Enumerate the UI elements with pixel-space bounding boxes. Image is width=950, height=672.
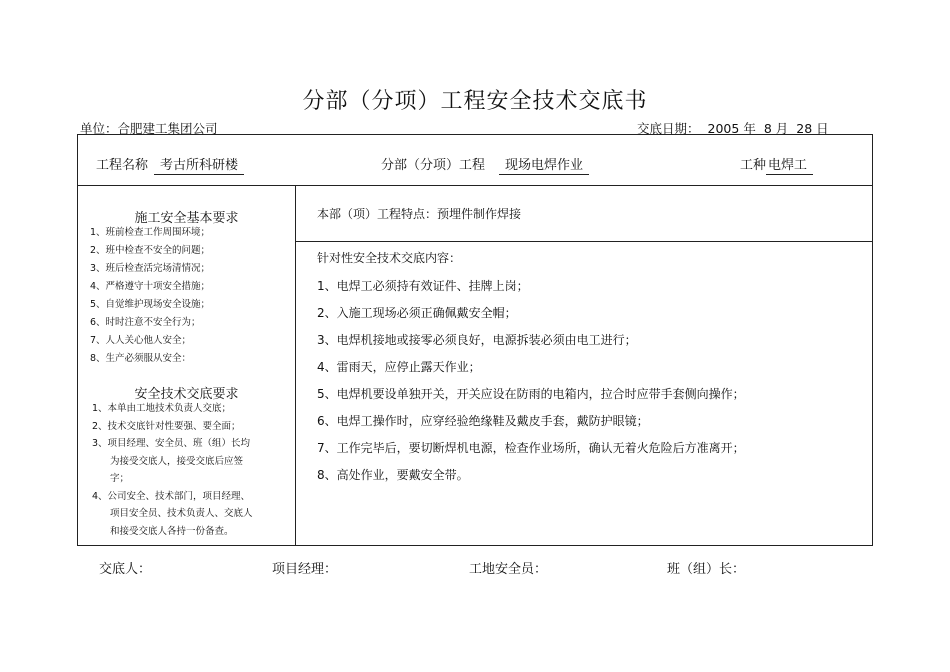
date-year-unit: 年 — [743, 121, 756, 136]
list-item: 8、高处作业，要戴安全带。 — [317, 468, 469, 482]
list-item-continued: 为接受交底人，接受交底后应签 — [110, 455, 244, 467]
list-item: 6、时时注意不安全行为； — [90, 317, 201, 328]
list-item: 1、班前检查工作周围环境； — [90, 227, 211, 238]
list-item: 5、自觉维护现场安全设施； — [90, 299, 211, 310]
list-item-continued: 和接受交底人各持一份备查。 — [110, 525, 234, 537]
project-manager-signature: 项目经理： — [272, 562, 338, 577]
list-item: 1、电焊工必须持有效证件、挂牌上岗； — [317, 279, 529, 293]
date-day-unit: 日 — [816, 121, 829, 136]
project-name-label: 工程名称 — [96, 158, 149, 173]
list-item: 4、雷雨天，应停止露天作业； — [317, 360, 481, 374]
list-item: 7、人人关心他人安全； — [90, 335, 192, 346]
subproject-field — [381, 154, 589, 175]
list-item-continued: 项目安全员、技术负责人、交底人 — [110, 508, 253, 519]
date-label: 交底日期： — [637, 121, 700, 136]
subproject-label: 分部（分项）工程 — [381, 158, 486, 173]
tech-requirements-list — [92, 400, 287, 540]
list-item: 2、技术交底针对性要强、要全面； — [92, 420, 241, 432]
unit-label: 单位：合肥建工集团公司 — [80, 121, 218, 136]
content-list — [317, 273, 745, 489]
header-row — [78, 135, 872, 186]
list-item: 3、项目经理、安全员、班（组）长均 — [92, 438, 251, 449]
list-item: 5、电焊机要设单独开关，开关应设在防雨的电箱内，拉合时应带手套侧向操作； — [317, 387, 745, 401]
list-item-continued: 字； — [110, 473, 130, 484]
content-title: 针对性安全技术交底内容： — [317, 251, 462, 265]
list-item: 4、公司安全、技术部门，项目经理、 — [92, 490, 251, 502]
trade-field — [740, 154, 813, 175]
list-item: 7、工作完毕后，要切断焊机电源，检查作业场所，确认无着火危险后方准离开； — [317, 441, 745, 455]
content-panel — [296, 186, 872, 545]
basic-requirements-title: 施工安全基本要求 — [134, 211, 239, 226]
list-item: 2、班中检查不安全的问题； — [90, 245, 211, 256]
project-feature: 本部（项）工程特点：预埋件制作焊接 — [317, 207, 522, 221]
date-year: 2005 — [707, 121, 740, 136]
trade-value: 电焊工 — [766, 159, 813, 175]
page-title: 分部（分项）工程安全技术交底书 — [302, 89, 648, 114]
project-name-value: 考古所科研楼 — [154, 159, 244, 175]
subproject-value: 现场电焊作业 — [499, 159, 589, 175]
requirements-panel — [78, 186, 296, 545]
safety-officer-signature: 工地安全员： — [469, 562, 548, 577]
list-item: 3、班后检查活完场清情况； — [90, 263, 211, 274]
list-item: 2、入施工现场必须正确佩戴安全帽； — [317, 306, 517, 320]
basic-requirements-list — [90, 224, 210, 368]
tech-requirements-title: 安全技术交底要求 — [134, 387, 239, 402]
list-item: 6、电焊工操作时，应穿经验绝缘鞋及戴皮手套，戴防护眼镜； — [317, 414, 649, 428]
list-item: 3、电焊机接地或接零必须良好，电源拆装必须由电工进行； — [317, 333, 637, 347]
list-item: 8、生产必须服从安全： — [90, 353, 192, 364]
team-leader-signature: 班（组）长： — [667, 562, 746, 577]
divider — [296, 241, 872, 242]
project-name-field — [96, 154, 244, 175]
discloser-signature: 交底人： — [99, 562, 152, 577]
trade-label: 工种 — [740, 158, 767, 173]
list-item: 1、本单由工地技术负责人交底； — [92, 403, 232, 414]
disclosure-table — [77, 134, 873, 546]
date-month: 8 — [763, 121, 772, 136]
list-item: 4、严格遵守十项安全措施； — [90, 281, 211, 292]
date-month-unit: 月 — [775, 121, 789, 136]
date-day: 28 — [796, 121, 813, 136]
